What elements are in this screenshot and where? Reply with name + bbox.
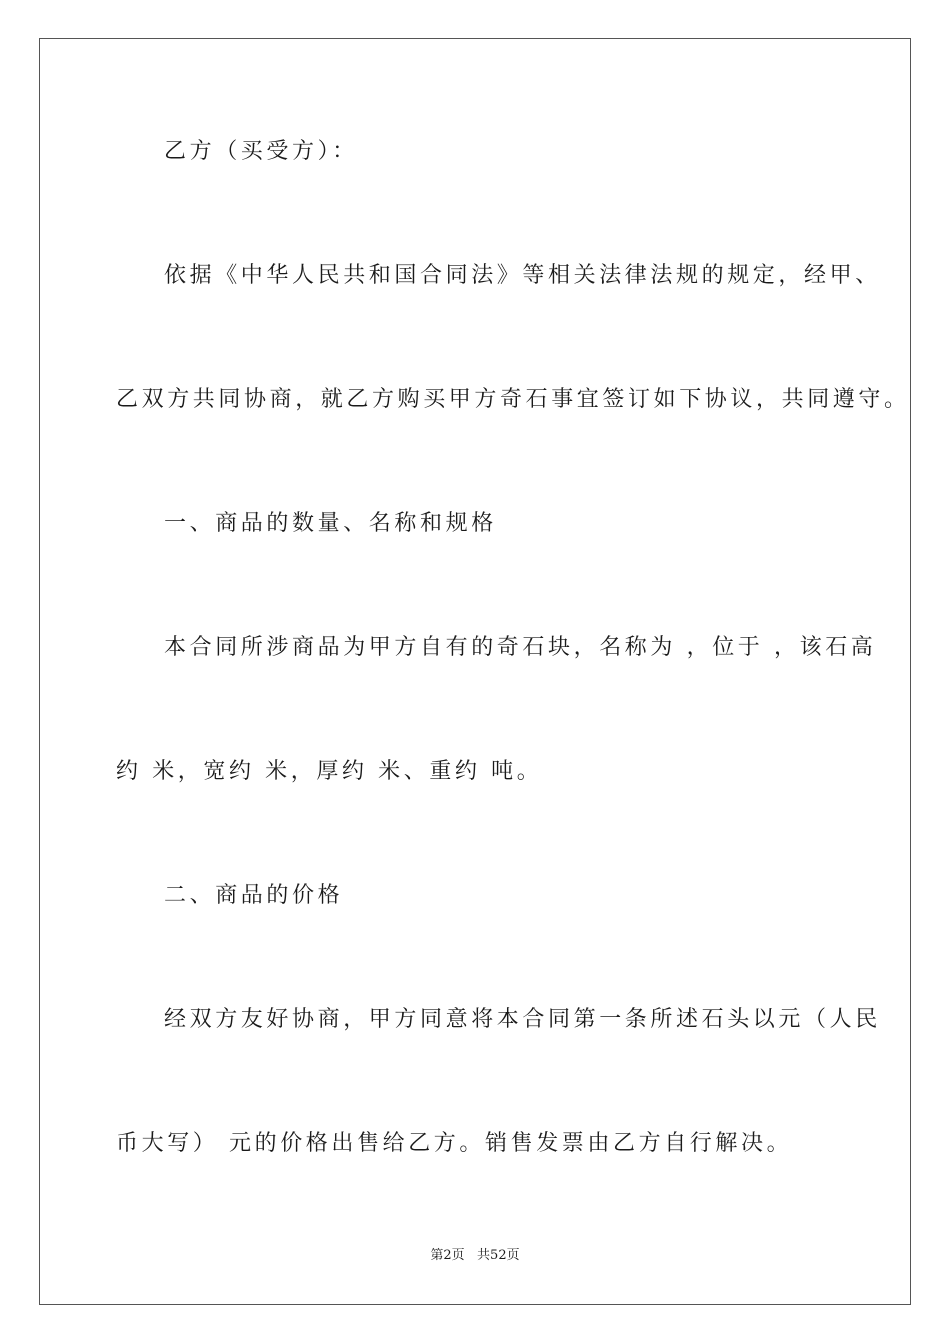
section-2-heading: 二、商品的价格 bbox=[164, 883, 344, 908]
paragraph-intro-line-1: 依据《中华人民共和国合同法》等相关法律法规的规定，经甲、 bbox=[164, 263, 881, 288]
paragraph-intro-line-2: 乙双方共同协商，就乙方购买甲方奇石事宜签订如下协议，共同遵守。 bbox=[116, 387, 910, 412]
section-2-paragraph-line-1: 经双方友好协商，甲方同意将本合同第一条所述石头以元（人民 bbox=[164, 1007, 881, 1032]
section-2-paragraph-line-2: 币大写） 元的价格出售给乙方。销售发票由乙方自行解决。 bbox=[116, 1131, 793, 1156]
party-b-heading: 乙方（买受方）： bbox=[164, 139, 358, 164]
section-1-paragraph-line-1: 本合同所涉商品为甲方自有的奇石块，名称为 ，位于 ，该石高 bbox=[164, 635, 877, 660]
page-border bbox=[39, 38, 911, 1305]
page-number-footer: 第2页 共52页 bbox=[430, 1248, 520, 1263]
section-1-heading: 一、商品的数量、名称和规格 bbox=[164, 511, 497, 536]
section-1-paragraph-line-2: 约 米，宽约 米，厚约 米、重约 吨。 bbox=[116, 759, 543, 784]
